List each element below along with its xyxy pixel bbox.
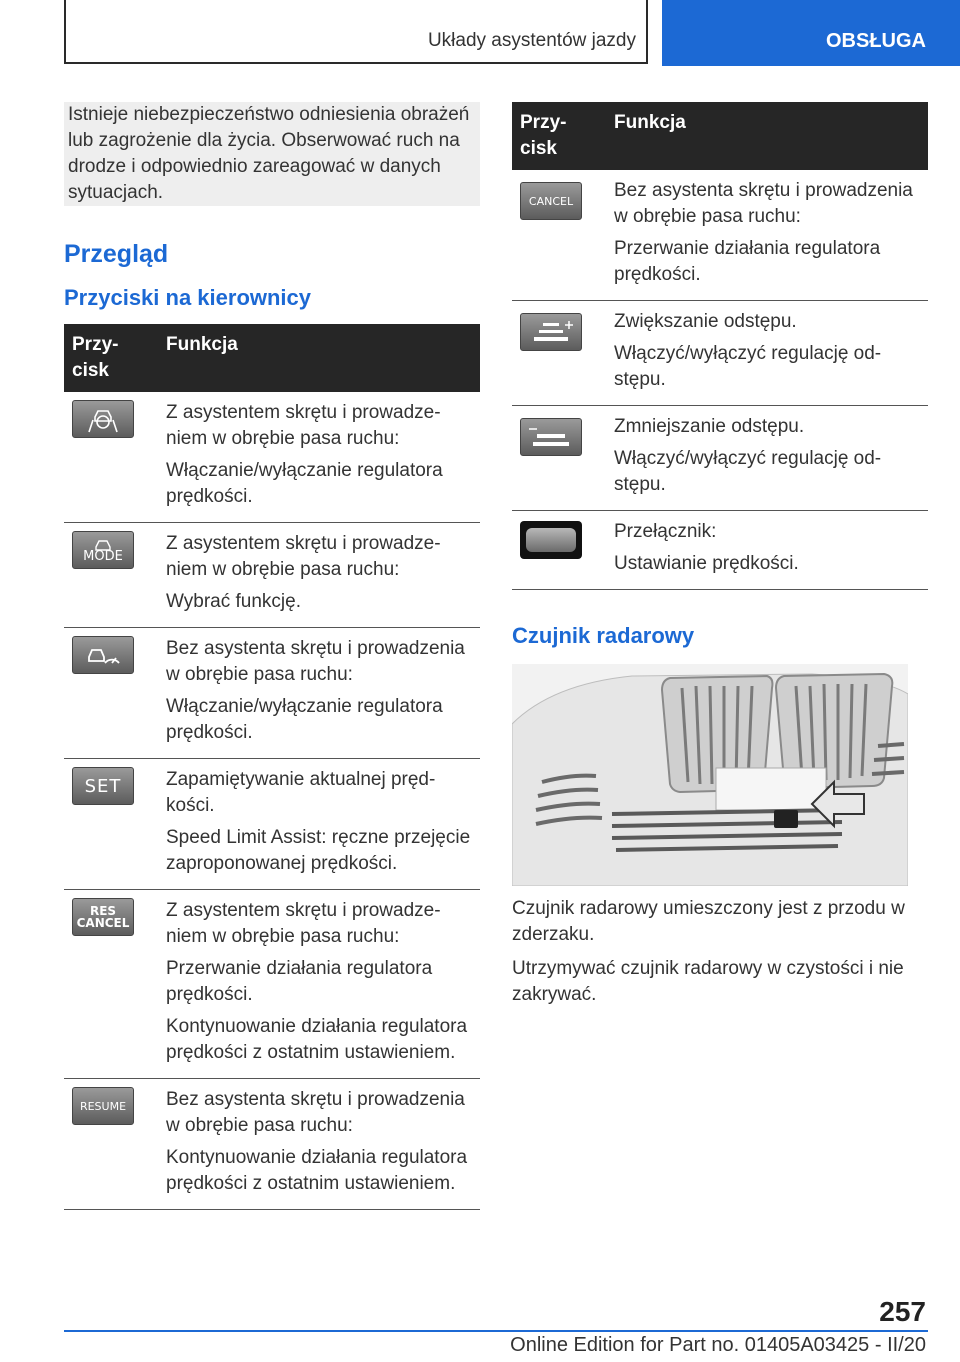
row-text: Kontynuowanie działania regulatora prędkości z ostatnim ustawieniem.	[166, 1016, 468, 1063]
row-text: Zwiększanie odstępu.	[614, 311, 797, 332]
row-text: Wybrać funkcję.	[166, 591, 301, 612]
table-header-row	[512, 102, 928, 170]
col-header-function: Funkcja	[158, 324, 480, 392]
chapter-tab[interactable]: OBSŁUGA	[662, 0, 960, 66]
table-row	[64, 523, 480, 628]
steering-buttons-table-continued	[512, 102, 928, 590]
left-column	[64, 102, 480, 1210]
row-text: Bez asystenta skrętu i prowadzenia w obrębie pasa ruchu:	[166, 1089, 465, 1136]
cancel-button-icon: CANCEL	[520, 182, 582, 220]
resume-button-icon: RESUME	[72, 1087, 134, 1125]
radar-sensor-image	[512, 664, 908, 886]
row-text: Zapamiętywanie aktualnej pręd-kości.	[166, 769, 436, 816]
row-text: Z asystentem skrętu i prowadze-niem w obrębie pasa ruchu:	[166, 402, 441, 449]
section-title: Układy asystentów jazdy	[427, 30, 636, 51]
warning-box	[64, 102, 480, 206]
row-text: Przełącznik:	[614, 521, 717, 542]
row-text: Bez asystenta skrętu i prowadzenia w obrębie pasa ruchu:	[166, 638, 465, 685]
edition-note: Online Edition for Part no. 01405A03425 - II/20	[510, 1334, 926, 1356]
steering-buttons-heading: Przyciski na kierownicy	[64, 285, 312, 310]
rocker-switch-icon	[520, 521, 582, 559]
page-number: 257	[879, 1296, 926, 1327]
distance-increase-icon	[520, 313, 582, 351]
lane-assist-steering-icon	[72, 400, 134, 438]
col-header-button: Przy-cisk	[64, 324, 158, 392]
row-text: Przerwanie działania regulatora prędkości.	[614, 238, 881, 285]
col-header-function: Funkcja	[606, 102, 928, 170]
table-row	[64, 890, 480, 1079]
mode-button-icon	[72, 531, 134, 569]
page-header	[0, 0, 960, 66]
table-row	[512, 511, 928, 590]
table-row	[512, 301, 928, 406]
mode-label: MODE	[83, 548, 123, 564]
footer-divider	[64, 1330, 928, 1332]
radar-sensor-heading: Czujnik radarowy	[512, 623, 695, 648]
distance-decrease-icon	[520, 418, 582, 456]
table-header-row	[64, 324, 480, 392]
radar-text-1: Czujnik radarowy umieszczony jest z przodu w zderzaku.	[512, 898, 905, 945]
table-row	[512, 170, 928, 301]
row-text: Z asystentem skrętu i prowadze-niem w obrębie pasa ruchu:	[166, 900, 441, 947]
col-header-button: Przy-cisk	[512, 102, 606, 170]
row-text: Zmniejszanie odstępu.	[614, 416, 805, 437]
row-text: Przerwanie działania regulatora prędkości.	[166, 958, 433, 1005]
table-row	[64, 628, 480, 759]
row-text: Z asystentem skrętu i prowadze-niem w obrębie pasa ruchu:	[166, 533, 441, 580]
table-row	[64, 1079, 480, 1210]
cruise-control-icon	[72, 636, 134, 674]
row-text: Kontynuowanie działania regulatora prędkości z ostatnim ustawieniem.	[166, 1147, 468, 1194]
row-text: Bez asystenta skrętu i prowadzenia w obrębie pasa ruchu:	[614, 180, 913, 227]
row-text: Włączanie/wyłączanie regulatora prędkości.	[166, 696, 443, 743]
overview-heading: Przegląd	[64, 240, 169, 268]
res-cancel-button-icon: RES CANCEL	[72, 898, 134, 936]
row-text: Speed Limit Assist: ręczne przejęcie zaproponowanej prędkości.	[166, 827, 471, 874]
set-button-icon: SET	[72, 767, 134, 805]
row-text: Ustawianie prędkości.	[614, 553, 799, 574]
row-text: Włączyć/wyłączyć regulację od-stępu.	[614, 448, 882, 495]
warning-text: Istnieje niebezpieczeństwo odniesienia obrażeń lub zagrożenie dla życia. Obserwować ruch na drodze i odpowiednio zareagować w danych sytuacjach.	[68, 104, 470, 203]
table-row	[64, 392, 480, 523]
row-text: Włączanie/wyłączanie regulatora prędkości.	[166, 460, 443, 507]
row-text: Włączyć/wyłączyć regulację od-stępu.	[614, 343, 882, 390]
radar-text-2: Utrzymywać czujnik radarowy w czystości i nie zakrywać.	[512, 958, 904, 1005]
table-row	[512, 406, 928, 511]
steering-buttons-table	[64, 324, 480, 1210]
right-column	[512, 102, 928, 1008]
table-row	[64, 759, 480, 890]
